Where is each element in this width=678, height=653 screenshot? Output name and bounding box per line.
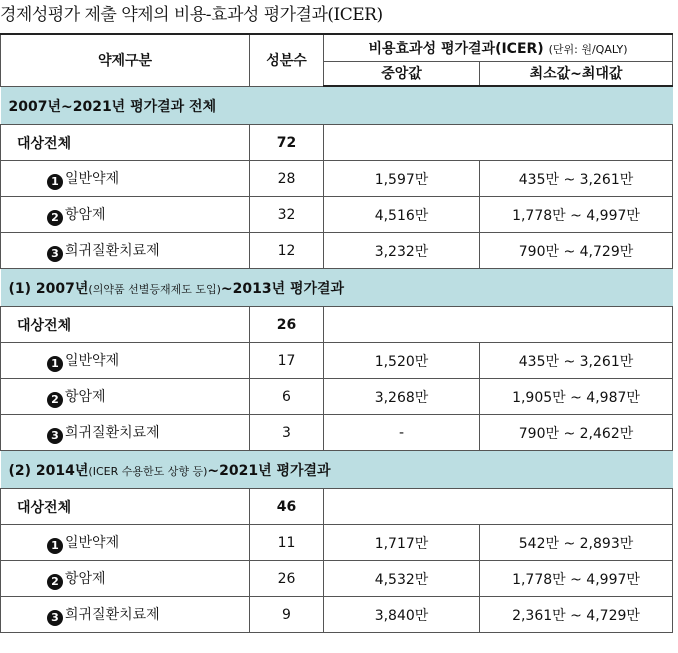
median-value: 3,232만 [324, 233, 480, 269]
total-count: 72 [250, 125, 324, 161]
section-header [1, 269, 673, 307]
drug-type-label: 희귀질환치료제 [65, 424, 160, 441]
header-median: 중앙값 [324, 61, 480, 86]
ingredient-count: 11 [250, 525, 324, 561]
drug-type-label: 일반약제 [65, 352, 120, 369]
empty-cell [324, 489, 673, 525]
drug-type-cell [1, 161, 250, 197]
section-title [1, 86, 673, 125]
table-row [1, 197, 673, 233]
drug-type-cell [1, 415, 250, 451]
number-badge-icon: 2 [47, 392, 63, 408]
median-value: 1,597만 [324, 161, 480, 197]
drug-type-cell [1, 561, 250, 597]
range-value: 435만 ~ 3,261만 [480, 343, 673, 379]
drug-type-cell [1, 233, 250, 269]
drug-type-cell [1, 597, 250, 633]
empty-cell [324, 307, 673, 343]
number-badge-icon: 1 [47, 174, 63, 190]
section-title [1, 451, 673, 489]
header-icer-label: 비용효과성 평가결과(ICER) [368, 40, 544, 57]
drug-type-label: 항암제 [65, 388, 106, 405]
table-row-total [1, 125, 673, 161]
number-badge-icon: 3 [47, 246, 63, 262]
header-min-max: 최소값~최대값 [480, 61, 673, 86]
ingredient-count: 3 [250, 415, 324, 451]
median-value: 3,268만 [324, 379, 480, 415]
ingredient-count: 6 [250, 379, 324, 415]
range-value: 1,778만 ~ 4,997만 [480, 561, 673, 597]
drug-type-label: 희귀질환치료제 [65, 242, 160, 259]
ingredient-count: 9 [250, 597, 324, 633]
section-title-main: 2007년~2021년 평가결과 전체 [8, 98, 217, 115]
empty-cell [324, 125, 673, 161]
ingredient-count: 12 [250, 233, 324, 269]
number-badge-icon: 1 [47, 356, 63, 372]
table-row [1, 415, 673, 451]
median-value: 3,840만 [324, 597, 480, 633]
ingredient-count: 28 [250, 161, 324, 197]
page-title: 경제성평가 제출 약제의 비용-효과성 평가결과(ICER) [0, 5, 383, 25]
header-icer-unit: (단위: 원/QALY) [548, 42, 628, 56]
table-row [1, 379, 673, 415]
drug-type-cell [1, 197, 250, 233]
table-row [1, 525, 673, 561]
drug-type-cell [1, 379, 250, 415]
table-row [1, 233, 673, 269]
table-row-total [1, 307, 673, 343]
table-row [1, 561, 673, 597]
table-row [1, 343, 673, 379]
header-icer [324, 34, 673, 61]
range-value: 2,361만 ~ 4,729만 [480, 597, 673, 633]
drug-type-label: 항암제 [65, 570, 106, 587]
ingredient-count: 32 [250, 197, 324, 233]
median-value: - [324, 415, 480, 451]
table-row [1, 597, 673, 633]
section-header [1, 451, 673, 489]
number-badge-icon: 2 [47, 574, 63, 590]
section-title-main: (1) 2007년 [8, 280, 89, 297]
total-count: 26 [250, 307, 324, 343]
range-value: 790만 ~ 4,729만 [480, 233, 673, 269]
median-value: 1,717만 [324, 525, 480, 561]
number-badge-icon: 1 [47, 538, 63, 554]
range-value: 542만 ~ 2,893만 [480, 525, 673, 561]
total-count: 46 [250, 489, 324, 525]
section-title-end: ~2021년 평가결과 [207, 462, 331, 479]
drug-type-cell [1, 343, 250, 379]
icer-table [0, 33, 673, 633]
drug-type-label: 일반약제 [65, 170, 120, 187]
section-title-note: (의약품 선별등재제도 도입) [88, 282, 221, 296]
table-row [1, 161, 673, 197]
range-value: 1,778만 ~ 4,997만 [480, 197, 673, 233]
table-row-total [1, 489, 673, 525]
header-ingredient-count: 성분수 [250, 34, 324, 86]
drug-type-label: 항암제 [65, 206, 106, 223]
section-title [1, 269, 673, 307]
median-value: 1,520만 [324, 343, 480, 379]
section-title-main: (2) 2014년 [8, 462, 89, 479]
number-badge-icon: 3 [47, 610, 63, 626]
total-label: 대상전체 [1, 307, 250, 343]
total-label: 대상전체 [1, 125, 250, 161]
drug-type-label: 일반약제 [65, 534, 120, 551]
ingredient-count: 26 [250, 561, 324, 597]
range-value: 435만 ~ 3,261만 [480, 161, 673, 197]
median-value: 4,516만 [324, 197, 480, 233]
section-title-end: ~2013년 평가결과 [220, 280, 345, 297]
range-value: 1,905만 ~ 4,987만 [480, 379, 673, 415]
section-title-note: (ICER 수용한도 상향 등) [88, 464, 208, 478]
range-value: 790만 ~ 2,462만 [480, 415, 673, 451]
drug-type-label: 희귀질환치료제 [65, 606, 160, 623]
drug-type-cell [1, 525, 250, 561]
header-drug-category: 약제구분 [1, 34, 250, 86]
total-label: 대상전체 [1, 489, 250, 525]
number-badge-icon: 2 [47, 210, 63, 226]
median-value: 4,532만 [324, 561, 480, 597]
section-header [1, 86, 673, 125]
number-badge-icon: 3 [47, 428, 63, 444]
ingredient-count: 17 [250, 343, 324, 379]
